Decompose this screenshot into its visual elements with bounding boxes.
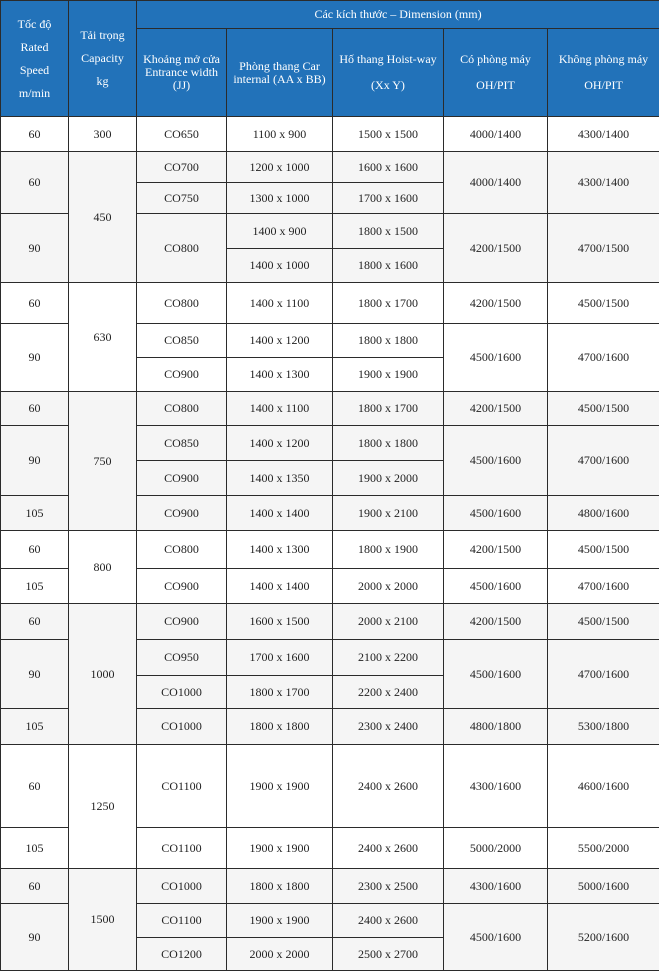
capacity-cell: 1500: [69, 869, 137, 971]
entrance-cell: CO800: [137, 214, 227, 283]
machine-room-cell: 4200/1500: [444, 392, 548, 426]
speed-cell: 60: [1, 152, 69, 214]
car-cell: 1400 x 1200: [227, 426, 333, 461]
machine-roomless-cell: 5500/2000: [548, 828, 659, 869]
header-hoistway: Hố thang Hoist-way (Xx Y): [333, 29, 444, 117]
car-cell: 1800 x 1800: [227, 709, 333, 745]
header-car-internal: Phòng thang Car internal (AA x BB): [227, 29, 333, 117]
hoistway-cell: 1900 x 1900: [333, 358, 444, 392]
car-cell: 1600 x 1500: [227, 604, 333, 640]
speed-cell: 60: [1, 283, 69, 324]
car-cell: 1100 x 900: [227, 117, 333, 152]
entrance-cell: CO900: [137, 604, 227, 640]
hoistway-cell: 2400 x 2600: [333, 745, 444, 828]
machine-roomless-cell: 4500/1500: [548, 392, 659, 426]
entrance-cell: CO1100: [137, 745, 227, 828]
machine-roomless-cell: 4300/1400: [548, 117, 659, 152]
entrance-cell: CO1200: [137, 938, 227, 971]
car-cell: 1900 x 1900: [227, 828, 333, 869]
hoistway-cell: 1800 x 1800: [333, 426, 444, 461]
machine-room-cell: 4500/1600: [444, 426, 548, 496]
table-row: [1, 531, 659, 569]
machine-room-cell: 4300/1600: [444, 869, 548, 904]
car-cell: 2000 x 2000: [227, 938, 333, 971]
speed-cell: 90: [1, 904, 69, 971]
hoistway-cell: 1900 x 2000: [333, 461, 444, 496]
speed-cell: 105: [1, 569, 69, 604]
entrance-cell: CO800: [137, 283, 227, 324]
speed-cell: 90: [1, 324, 69, 392]
entrance-cell: CO900: [137, 496, 227, 531]
hoistway-cell: 2300 x 2500: [333, 869, 444, 904]
car-cell: 1300 x 1000: [227, 183, 333, 214]
capacity-cell: 300: [69, 117, 137, 152]
car-cell: 1700 x 1600: [227, 640, 333, 676]
machine-room-cell: 4500/1600: [444, 569, 548, 604]
car-cell: 1400 x 1300: [227, 358, 333, 392]
capacity-cell: 800: [69, 531, 137, 604]
table-row: [1, 283, 659, 324]
hoistway-cell: 1800 x 1800: [333, 324, 444, 358]
hoistway-cell: 2400 x 2600: [333, 828, 444, 869]
hoistway-cell: 2400 x 2600: [333, 904, 444, 938]
header-speed: Tốc độ Rated Speed m/min: [1, 1, 69, 117]
header-with-machine-room: Có phòng máy OH/PIT: [444, 29, 548, 117]
hoistway-cell: 2200 x 2400: [333, 676, 444, 709]
entrance-cell: CO700: [137, 152, 227, 183]
hoistway-cell: 1800 x 1700: [333, 392, 444, 426]
hoistway-cell: 1800 x 1700: [333, 283, 444, 324]
entrance-cell: CO900: [137, 358, 227, 392]
speed-cell: 90: [1, 214, 69, 283]
machine-roomless-cell: 4500/1500: [548, 531, 659, 569]
machine-room-cell: 4200/1500: [444, 214, 548, 283]
car-cell: 1400 x 1400: [227, 569, 333, 604]
machine-roomless-cell: 4700/1600: [548, 569, 659, 604]
entrance-cell: CO800: [137, 392, 227, 426]
hoistway-cell: 2300 x 2400: [333, 709, 444, 745]
car-cell: 1800 x 1800: [227, 869, 333, 904]
entrance-cell: CO1000: [137, 869, 227, 904]
hoistway-cell: 1500 x 1500: [333, 117, 444, 152]
hoistway-cell: 1900 x 2100: [333, 496, 444, 531]
car-cell: 1900 x 1900: [227, 904, 333, 938]
machine-room-cell: 4800/1800: [444, 709, 548, 745]
table-row: [1, 392, 659, 426]
car-cell: 1400 x 1350: [227, 461, 333, 496]
machine-roomless-cell: 5300/1800: [548, 709, 659, 745]
speed-cell: 105: [1, 709, 69, 745]
entrance-cell: CO950: [137, 640, 227, 676]
machine-room-cell: 4500/1600: [444, 640, 548, 709]
car-cell: 1400 x 1400: [227, 496, 333, 531]
car-cell: 1400 x 1100: [227, 392, 333, 426]
speed-cell: 60: [1, 392, 69, 426]
machine-room-cell: 4500/1600: [444, 496, 548, 531]
hoistway-cell: 2100 x 2200: [333, 640, 444, 676]
table-row: [1, 745, 659, 828]
machine-roomless-cell: 4700/1600: [548, 640, 659, 709]
table-row: [1, 604, 659, 640]
machine-room-cell: 4300/1600: [444, 745, 548, 828]
entrance-cell: CO650: [137, 117, 227, 152]
machine-room-cell: 4200/1500: [444, 531, 548, 569]
machine-room-cell: 4500/1600: [444, 324, 548, 392]
machine-roomless-cell: 4600/1600: [548, 745, 659, 828]
hoistway-cell: 2000 x 2000: [333, 569, 444, 604]
speed-cell: 90: [1, 426, 69, 496]
machine-roomless-cell: 5200/1600: [548, 904, 659, 971]
machine-roomless-cell: 4500/1500: [548, 283, 659, 324]
speed-cell: 60: [1, 604, 69, 640]
machine-room-cell: 4200/1500: [444, 283, 548, 324]
hoistway-cell: 1700 x 1600: [333, 183, 444, 214]
header-dimensions: Các kích thước – Dimension (mm): [137, 1, 659, 29]
car-cell: 1400 x 1300: [227, 531, 333, 569]
entrance-cell: CO750: [137, 183, 227, 214]
header-capacity: Tải trọng Capacity kg: [69, 1, 137, 117]
capacity-cell: 1250: [69, 745, 137, 869]
machine-roomless-cell: 4700/1500: [548, 214, 659, 283]
table-row: [1, 152, 659, 183]
entrance-cell: CO1100: [137, 904, 227, 938]
speed-cell: 60: [1, 117, 69, 152]
capacity-cell: 1000: [69, 604, 137, 745]
speed-cell: 60: [1, 745, 69, 828]
machine-roomless-cell: 4700/1600: [548, 324, 659, 392]
entrance-cell: CO850: [137, 426, 227, 461]
entrance-cell: CO850: [137, 324, 227, 358]
car-cell: 1400 x 1000: [227, 249, 333, 283]
car-cell: 1400 x 1100: [227, 283, 333, 324]
table-row: [1, 117, 659, 152]
hoistway-cell: 1800 x 1900: [333, 531, 444, 569]
car-cell: 1400 x 1200: [227, 324, 333, 358]
header-without-machine-room: Không phòng máy OH/PIT: [548, 29, 659, 117]
car-cell: 1200 x 1000: [227, 152, 333, 183]
car-cell: 1800 x 1700: [227, 676, 333, 709]
car-cell: 1900 x 1900: [227, 745, 333, 828]
machine-room-cell: 4500/1600: [444, 904, 548, 971]
machine-room-cell: 4000/1400: [444, 152, 548, 214]
machine-roomless-cell: 4800/1600: [548, 496, 659, 531]
hoistway-cell: 2500 x 2700: [333, 938, 444, 971]
speed-cell: 90: [1, 640, 69, 709]
speed-cell: 60: [1, 869, 69, 904]
machine-room-cell: 5000/2000: [444, 828, 548, 869]
capacity-cell: 750: [69, 392, 137, 531]
header-entrance-width: Khoảng mở cửa Entrance width (JJ): [137, 29, 227, 117]
entrance-cell: CO900: [137, 569, 227, 604]
speed-cell: 105: [1, 496, 69, 531]
capacity-cell: 630: [69, 283, 137, 392]
hoistway-cell: 2000 x 2100: [333, 604, 444, 640]
entrance-cell: CO1000: [137, 676, 227, 709]
machine-room-cell: 4200/1500: [444, 604, 548, 640]
entrance-cell: CO800: [137, 531, 227, 569]
machine-roomless-cell: 5000/1600: [548, 869, 659, 904]
table-row: [1, 869, 659, 904]
machine-roomless-cell: 4300/1400: [548, 152, 659, 214]
entrance-cell: CO1100: [137, 828, 227, 869]
entrance-cell: CO1000: [137, 709, 227, 745]
hoistway-cell: 1800 x 1500: [333, 214, 444, 249]
machine-roomless-cell: 4700/1600: [548, 426, 659, 496]
capacity-cell: 450: [69, 152, 137, 283]
machine-room-cell: 4000/1400: [444, 117, 548, 152]
entrance-cell: CO900: [137, 461, 227, 496]
hoistway-cell: 1800 x 1600: [333, 249, 444, 283]
speed-cell: 60: [1, 531, 69, 569]
car-cell: 1400 x 900: [227, 214, 333, 249]
hoistway-cell: 1600 x 1600: [333, 152, 444, 183]
speed-cell: 105: [1, 828, 69, 869]
machine-roomless-cell: 4500/1500: [548, 604, 659, 640]
